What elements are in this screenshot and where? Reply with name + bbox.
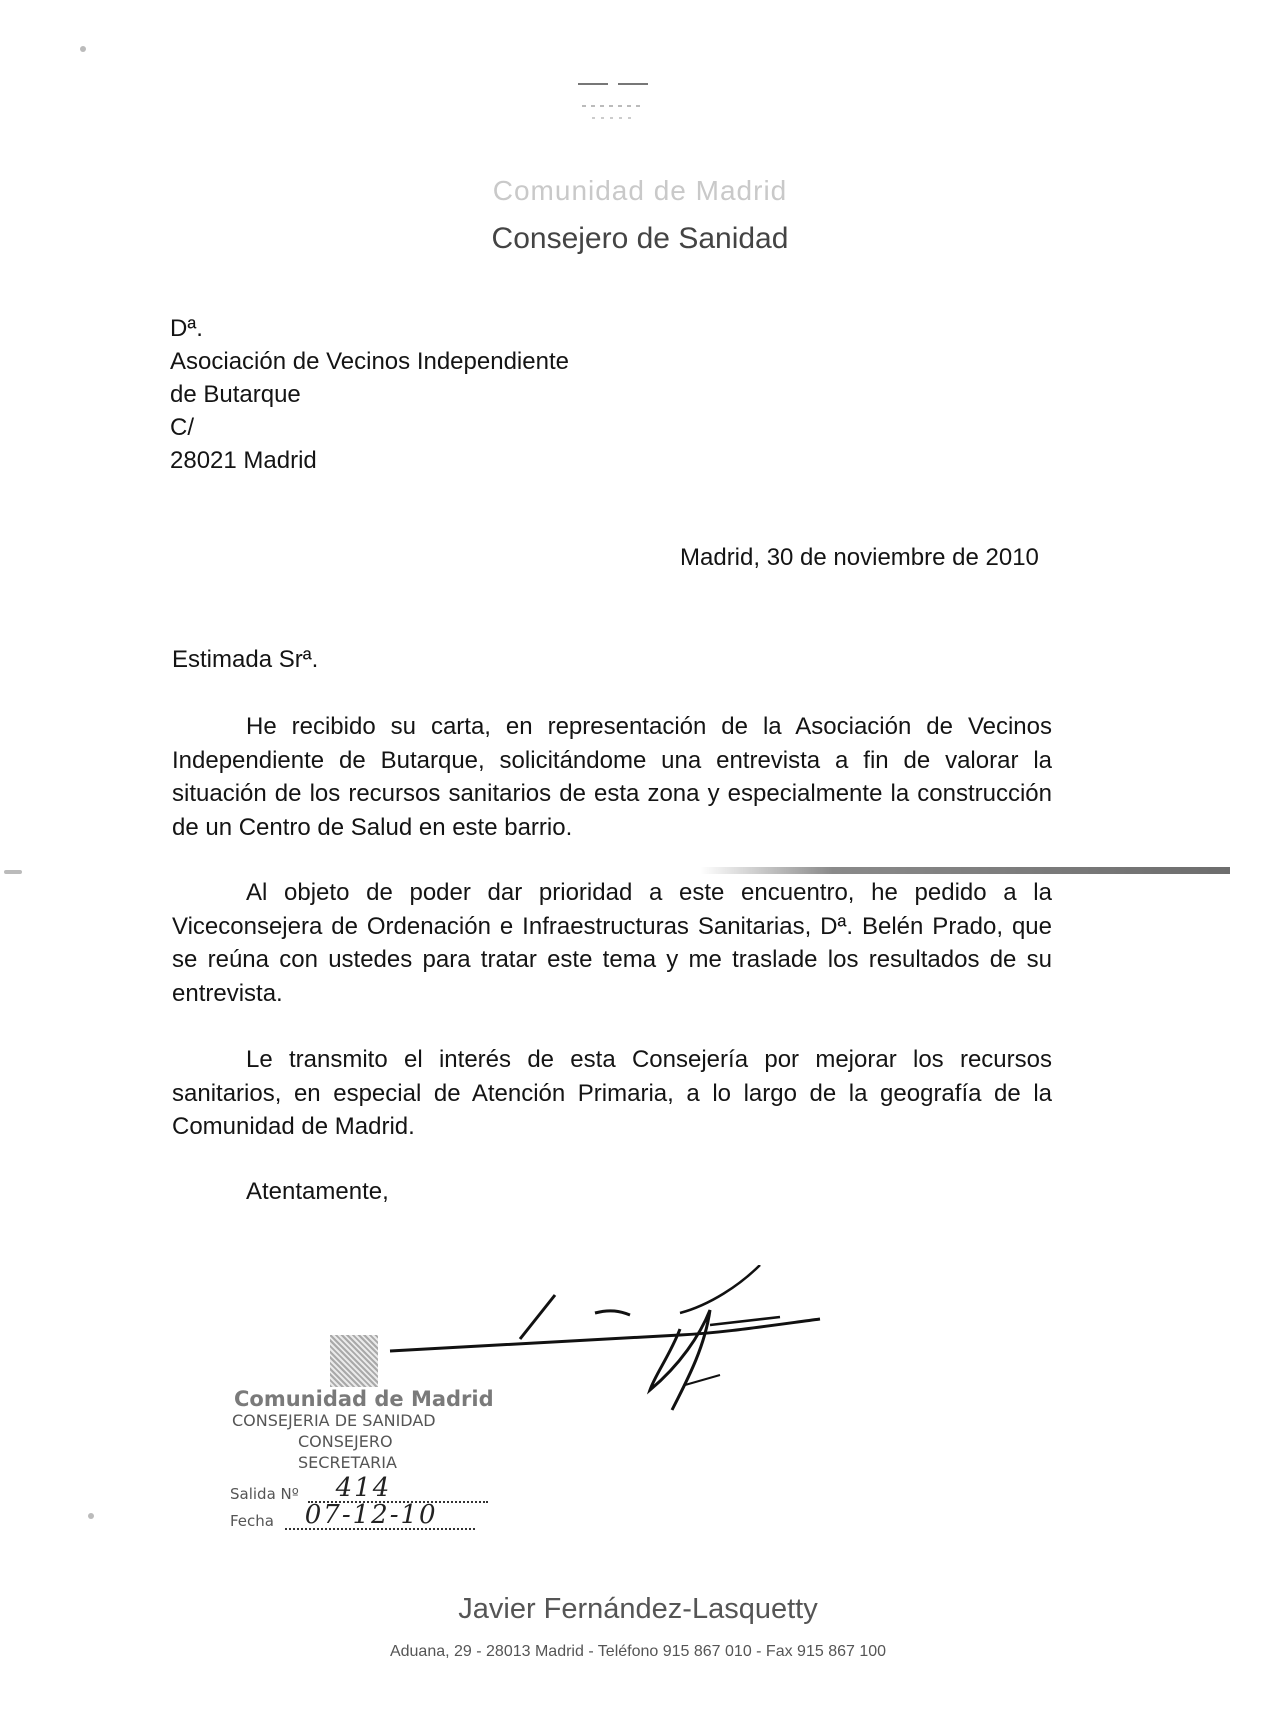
stamp-organization: Comunidad de Madrid: [234, 1387, 494, 1411]
stamp-office: CONSEJERO: [298, 1432, 393, 1451]
scan-speck: [88, 1513, 94, 1519]
letterhead-brand: Comunidad de Madrid: [492, 175, 788, 206]
closing: Atentamente,: [246, 1178, 389, 1205]
recipient-name: Dª.: [170, 315, 203, 342]
stamp-emblem-icon: [330, 1335, 378, 1387]
scan-speck: [4, 870, 22, 874]
signer-name: Javier Fernández-Lasquetty: [458, 1593, 818, 1625]
stamp-salida-value: 414: [335, 1473, 392, 1503]
body-paragraph-3: Le transmito el interés de esta Consejería por mejorar los recursos sanitarios, en especial de Atención Primaria, a lo largo de la geografía de la Comunidad de Madrid.: [172, 1046, 1052, 1140]
salutation: Estimada Srª.: [172, 646, 319, 673]
stamp-fecha-label: Fecha: [230, 1512, 274, 1530]
recipient-organization-cont: de Butarque: [170, 381, 301, 408]
recipient-city: 28021 Madrid: [170, 447, 317, 474]
logo-mark: [560, 72, 670, 132]
recipient-address: [170, 312, 569, 477]
body-paragraph-1: He recibido su carta, en representación de la Asociación de Vecinos Independiente de Butarque, solicitándome una entrevista a fin de valorar la situación de los recursos sanitarios de esta zona y especialmente la construcción de un Centro de Salud en este barrio.: [172, 713, 1052, 841]
stamp-department: CONSEJERIA DE SANIDAD: [232, 1411, 436, 1430]
body-paragraph-2: Al objeto de poder dar prioridad a este encuentro, he pedido a la Viceconsejera de Ordenación e Infraestructuras Sanitarias, Dª. Belén Prado, que se reúna con ustedes para tratar este tema y me traslade los resultados de su entrevista.: [172, 879, 1052, 1007]
stamp-section: SECRETARIA: [298, 1453, 397, 1472]
stamp-fecha-row: [230, 1500, 475, 1530]
letterhead-title: Consejero de Sanidad: [491, 222, 789, 255]
recipient-street: C/: [170, 414, 194, 441]
letter-date: Madrid, 30 de noviembre de 2010: [680, 544, 1039, 571]
registry-stamp: [228, 1335, 508, 1535]
recipient-organization: Asociación de Vecinos Independiente: [170, 348, 569, 375]
stamp-fecha-value: 07-12-10: [304, 1500, 438, 1530]
footer-address: Aduana, 29 - 28013 Madrid - Teléfono 915 867 010 - Fax 915 867 100: [389, 1643, 887, 1660]
stamp-salida-label: Salida Nº: [230, 1485, 299, 1503]
scan-streak: [700, 867, 1230, 874]
scan-speck: [80, 46, 86, 52]
